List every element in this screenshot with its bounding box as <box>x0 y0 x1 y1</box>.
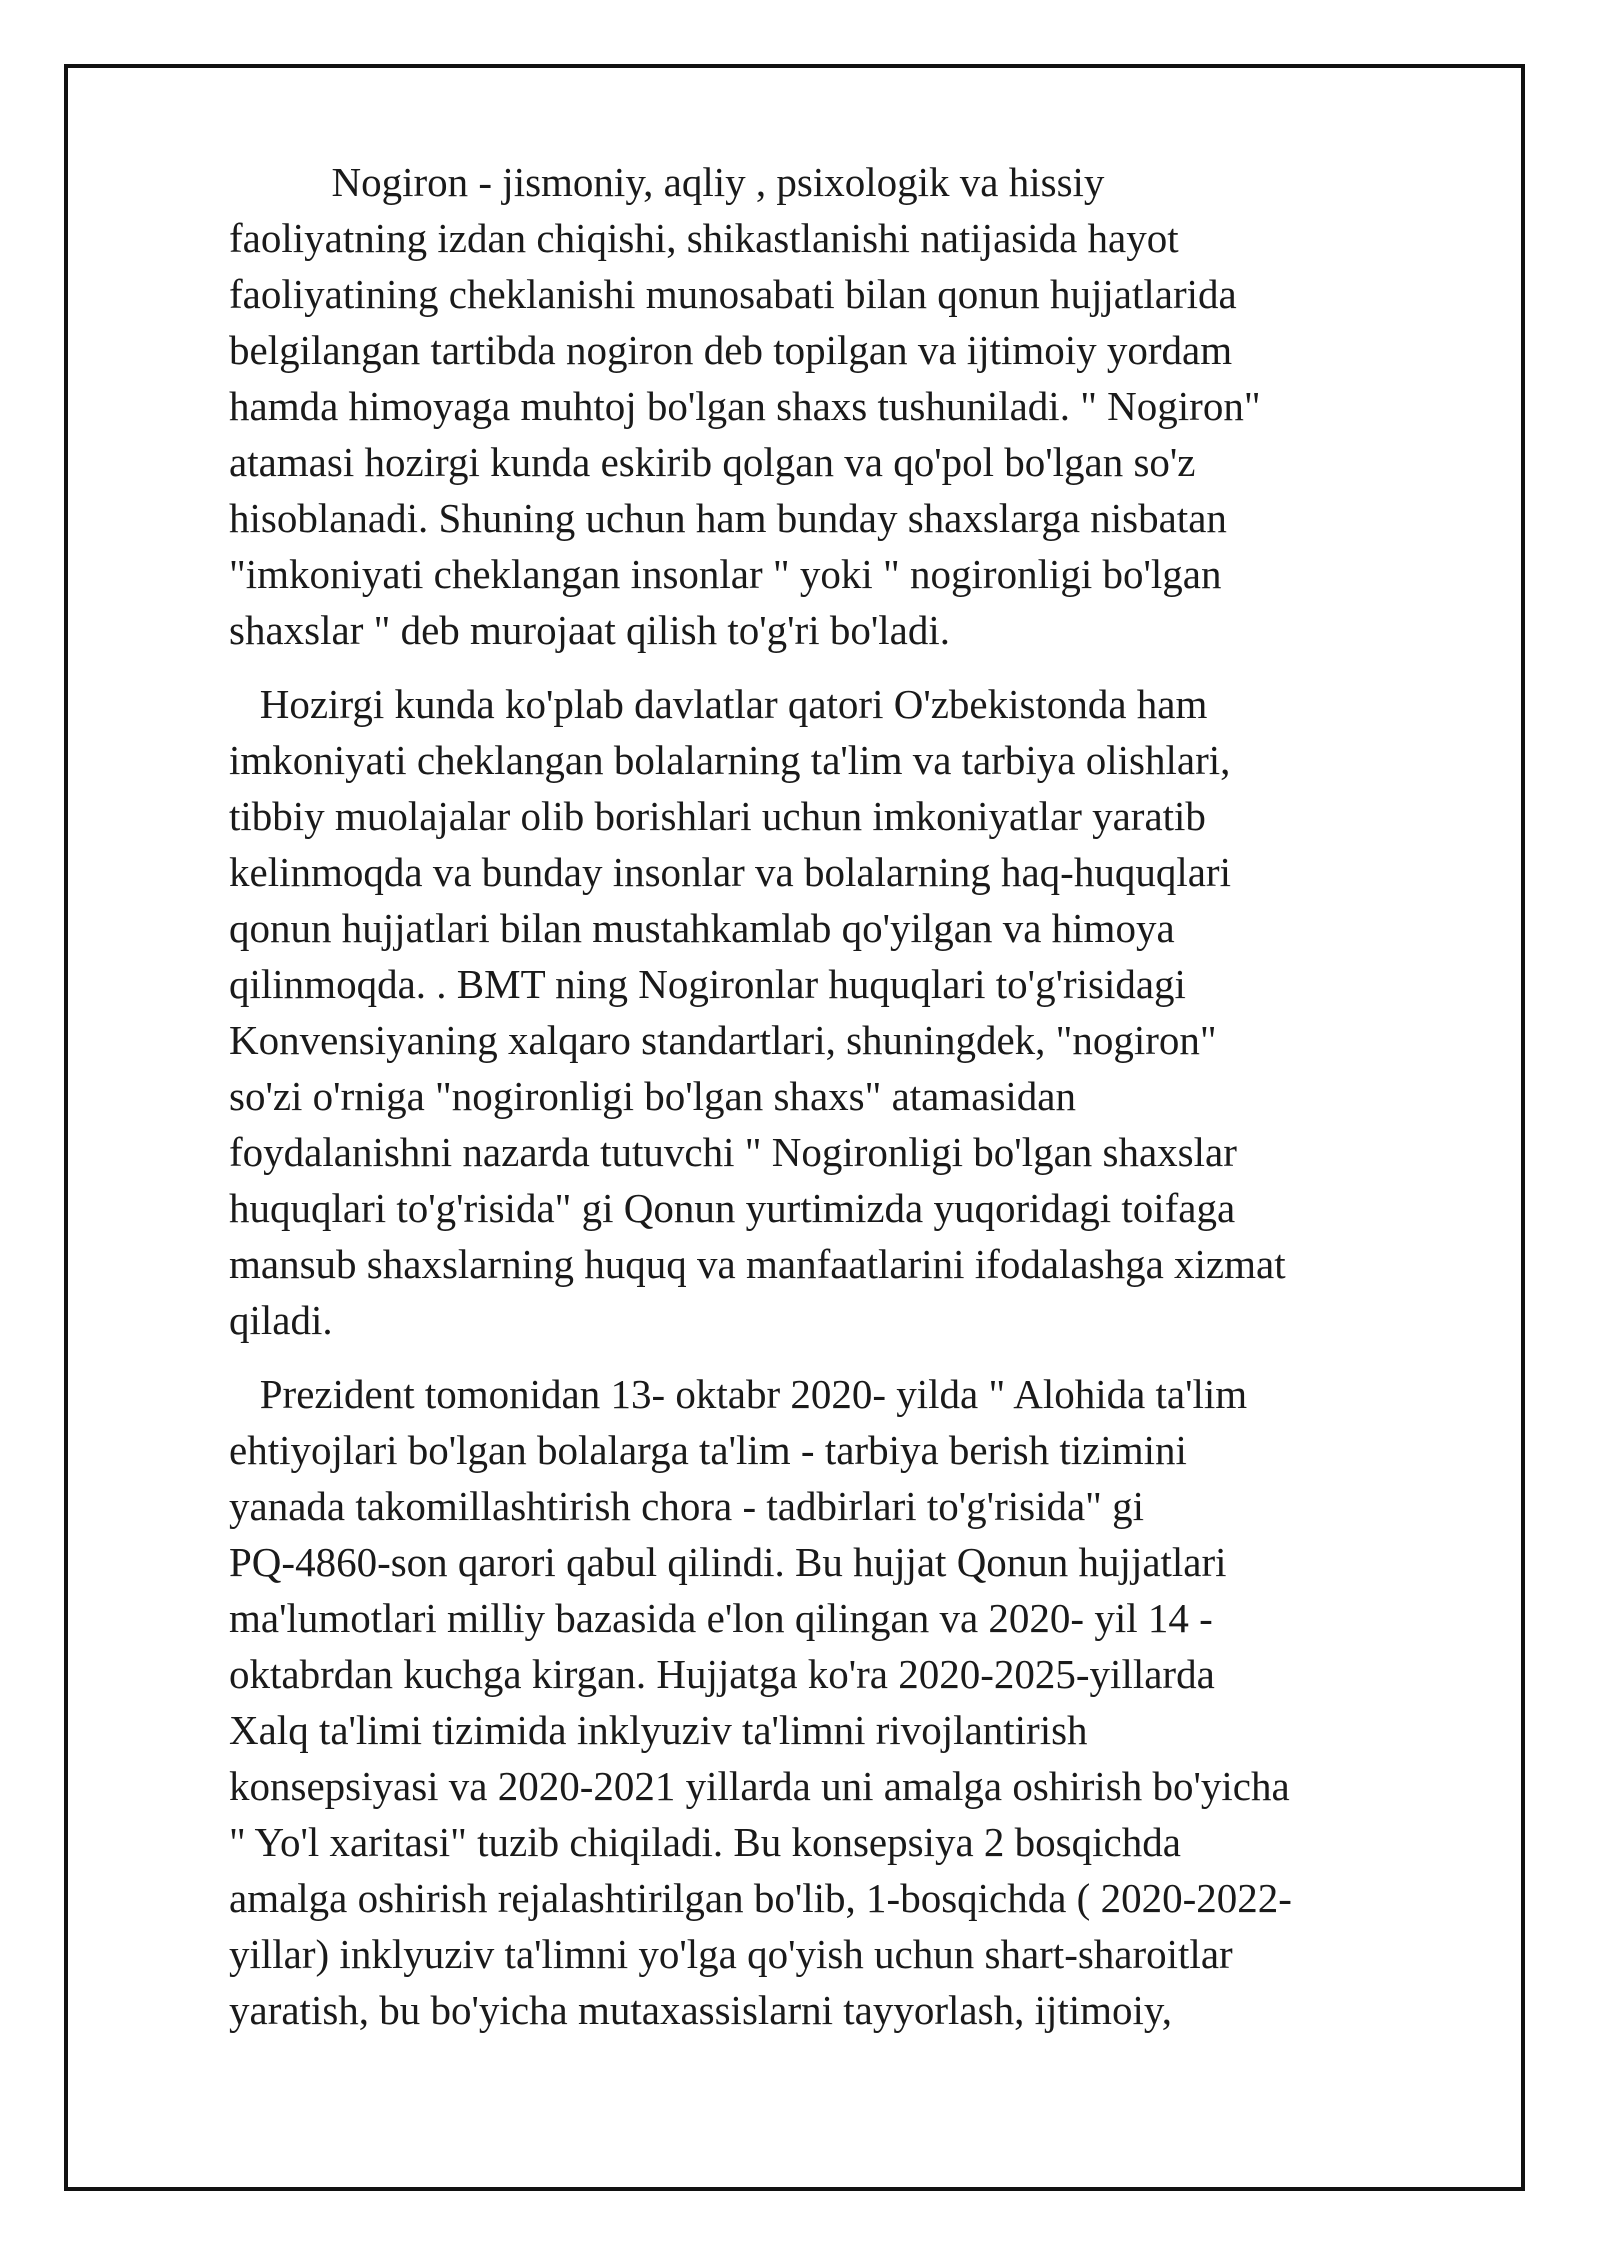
text-line: ma'lumotlari milliy bazasida e'lon qilingan va 2020- yil 14 - <box>229 1595 1213 1641</box>
text-line: yaratish, bu bo'yicha mutaxassislarni tayyorlash, ijtimoiy, <box>229 1987 1172 2033</box>
paragraph-spacer <box>229 658 1529 676</box>
text-line: PQ-4860-son qarori qabul qilindi. Bu hujjat Qonun hujjatlari <box>229 1539 1227 1585</box>
text-line: konsepsiyasi va 2020-2021 yillarda uni amalga oshirish bo'yicha <box>229 1763 1290 1809</box>
text-line: amalga oshirish rejalashtirilgan bo'lib, 1-bosqichda ( 2020-2022- <box>229 1875 1292 1921</box>
text-line: yillar) inklyuziv ta'limni yo'lga qo'yish uchun shart-sharoitlar <box>229 1931 1233 1977</box>
text-line: belgilangan tartibda nogiron deb topilgan va ijtimoiy yordam <box>229 327 1233 373</box>
text-line: qonun hujjatlari bilan mustahkamlab qo'yilgan va himoya <box>229 905 1175 951</box>
text-line: so'zi o'rniga "nogironligi bo'lgan shaxs" atamasidan <box>229 1073 1077 1119</box>
text-line: mansub shaxslarning huquq va manfaatlarini ifodalashga xizmat <box>229 1241 1286 1287</box>
text-line: Hozirgi kunda ko'plab davlatlar qatori O'zbekistonda ham <box>229 681 1208 727</box>
text-line: Prezident tomonidan 13- oktabr 2020- yilda " Alohida ta'lim <box>229 1371 1248 1417</box>
text-line: huquqlari to'g'risida" gi Qonun yurtimizda yuqoridagi toifaga <box>229 1185 1236 1231</box>
document-body <box>229 154 1529 2038</box>
text-line: qiladi. <box>229 1297 333 1343</box>
text-line: Nogiron - jismoniy, aqliy , psixologik va hissiy <box>229 159 1105 205</box>
text-line: kelinmoqda va bunday insonlar va bolalarning haq-huquqlari <box>229 849 1231 895</box>
text-line: ehtiyojlari bo'lgan bolalarga ta'lim - tarbiya berish tizimini <box>229 1427 1187 1473</box>
text-line: faoliyatning izdan chiqishi, shikastlanishi natijasida hayot <box>229 215 1179 261</box>
text-line: Konvensiyaning xalqaro standartlari, shuningdek, "nogiron" <box>229 1017 1217 1063</box>
text-line: imkoniyati cheklangan bolalarning ta'lim va tarbiya olishlari, <box>229 737 1231 783</box>
text-line: shaxslar " deb murojaat qilish to'g'ri bo'ladi. <box>229 607 950 653</box>
text-line: hamda himoyaga muhtoj bo'lgan shaxs tushuniladi. " Nogiron" <box>229 383 1261 429</box>
text-line: hisoblanadi. Shuning uchun ham bunday shaxslarga nisbatan <box>229 495 1227 541</box>
text-line: qilinmoqda. . BMT ning Nogironlar huquqlari to'g'risidagi <box>229 961 1186 1007</box>
text-line: faoliyatining cheklanishi munosabati bilan qonun hujjatlarida <box>229 271 1237 317</box>
paragraph-2 <box>229 676 1529 1348</box>
text-line: oktabrdan kuchga kirgan. Hujjatga ko'ra 2020-2025-yillarda <box>229 1651 1215 1697</box>
text-line: Xalq ta'limi tizimida inklyuziv ta'limni rivojlantirish <box>229 1707 1088 1753</box>
text-line: foydalanishni nazarda tutuvchi " Nogironligi bo'lgan shaxslar <box>229 1129 1237 1175</box>
text-line: yanada takomillashtirish chora - tadbirlari to'g'risida" gi <box>229 1483 1145 1529</box>
paragraph-spacer <box>229 1348 1529 1366</box>
text-line: " Yo'l xaritasi" tuzib chiqiladi. Bu konsepsiya 2 bosqichda <box>229 1819 1181 1865</box>
paragraph-3 <box>229 1366 1529 2038</box>
paragraph-1 <box>229 154 1529 658</box>
text-line: "imkoniyati cheklangan insonlar " yoki " nogironligi bo'lgan <box>229 551 1222 597</box>
text-line: atamasi hozirgi kunda eskirib qolgan va qo'pol bo'lgan so'z <box>229 439 1196 485</box>
text-line: tibbiy muolajalar olib borishlari uchun imkoniyatlar yaratib <box>229 793 1206 839</box>
